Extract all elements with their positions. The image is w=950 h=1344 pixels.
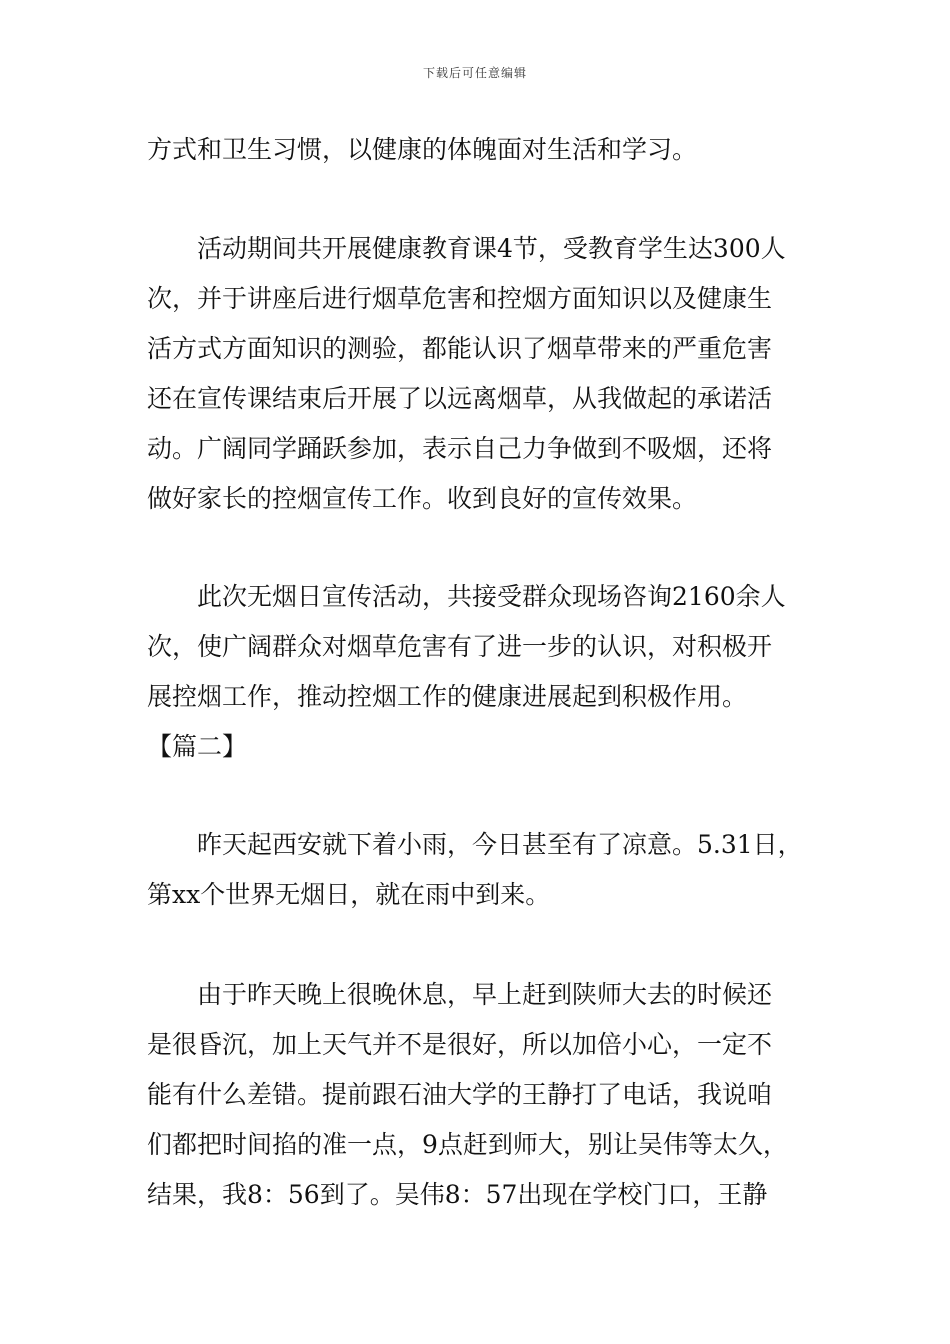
text-line: 次，使广阔群众对烟草危害有了进一步的认识，对积极开 [147,632,773,661]
text-line: 能有什么差错。提前跟石油大学的王静打了电话，我说咱 [147,1080,773,1109]
page-header: 下载后可任意编辑 [422,66,527,80]
text-line: 还在宣传课结束后开展了以远离烟草，从我做起的承诺活 [147,384,773,413]
text-line: 是很昏沉，加上天气并不是很好，所以加倍小心，一定不 [147,1030,773,1059]
text-line: 次，并于讲座后进行烟草危害和控烟方面知识以及健康生 [147,284,773,313]
text-line: 由于昨天晚上很晚休息，早上赶到陕师大去的时候还 [197,980,773,1009]
section-heading: 【篇二】 [147,732,248,761]
text-line: 此次无烟日宣传活动，共接受群众现场咨询2160余人 [197,582,786,611]
text-line: 做好家长的控烟宣传工作。收到良好的宣传效果。 [147,484,698,513]
text-line: 第xx个世界无烟日，就在雨中到来。 [147,880,551,909]
text-line: 动。广阔同学踊跃参加，表示自己力争做到不吸烟，还将 [147,434,773,463]
text-line: 展控烟工作，推动控烟工作的健康进展起到积极作用。 [147,682,748,711]
text-line: 方式和卫生习惯，以健康的体魄面对生活和学习。 [147,135,698,164]
text-line: 结果，我8：56到了。吴伟8：57出现在学校门口，王静 [147,1180,768,1209]
text-line: 昨天起西安就下着小雨，今日甚至有了凉意。5.31日， [197,830,803,859]
text-line: 活方式方面知识的测验，都能认识了烟草带来的严重危害 [147,334,773,363]
text-line: 活动期间共开展健康教育课4节，受教育学生达300人 [197,234,786,263]
text-line: 们都把时间掐的准一点，9点赶到师大，别让吴伟等太久， [147,1130,788,1159]
